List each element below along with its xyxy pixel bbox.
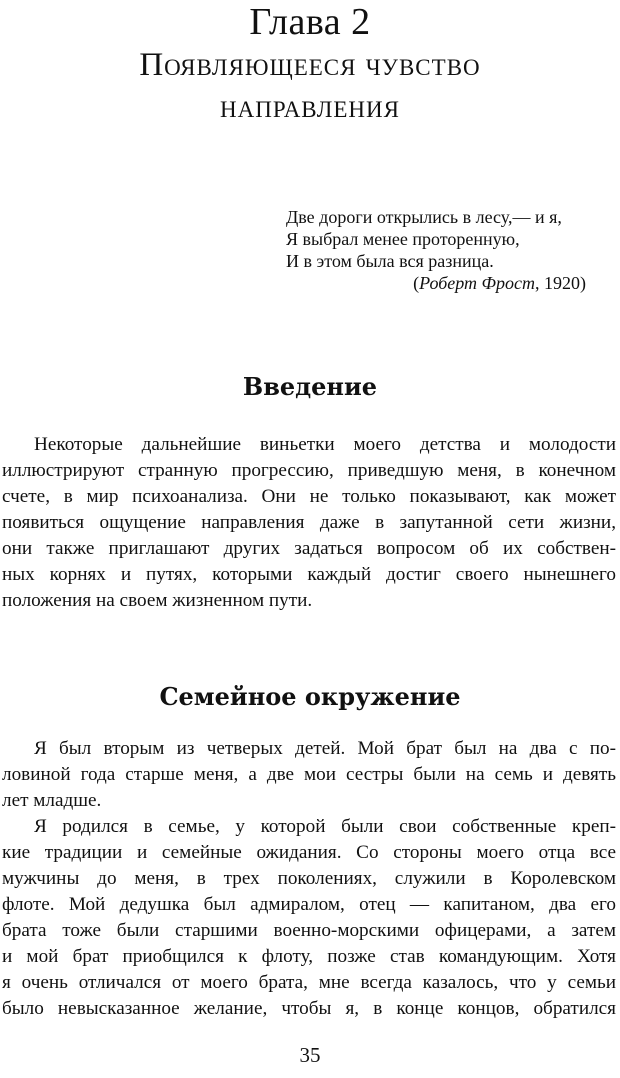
attribution-open: ( bbox=[413, 273, 420, 293]
chapter-number: Глава 2 bbox=[249, 1, 371, 43]
epigraph bbox=[286, 206, 586, 294]
chapter-title-line: Появляющееся чувство bbox=[139, 47, 481, 83]
epigraph-attribution bbox=[286, 272, 586, 294]
paragraph-line: брата тоже были старшими военно-морскими офицерами, а затем bbox=[2, 920, 616, 941]
attribution-author: Роберт Фрост bbox=[419, 273, 535, 293]
paragraph-line: кие традиции и семейные ожидания. Со стороны моего отца все bbox=[2, 842, 616, 863]
paragraph-line: Я был вторым из четверых детей. Мой брат был на два с по- bbox=[34, 738, 616, 759]
paragraph-line: Я родился в семье, у которой были свои собственные креп- bbox=[34, 816, 616, 837]
chapter-title bbox=[0, 44, 620, 128]
paragraph-line: Некоторые дальнейшие виньетки моего детства и молодости bbox=[34, 434, 616, 455]
section-heading-family: Семейное окружение bbox=[159, 682, 461, 711]
paragraph-line: ных корнях и путях, которыми каждый достиг своего нынешнего bbox=[2, 564, 616, 585]
paragraph-line: иллюстрируют странную прогрессию, приведшую меня, в конечном bbox=[2, 460, 616, 481]
page-number: 35 bbox=[299, 1043, 321, 1067]
epigraph-line: Я выбрал менее проторенную, bbox=[286, 229, 520, 249]
paragraph-line: положения на своем жизненном пути. bbox=[2, 590, 313, 611]
paragraph-line: счете, в мир психоанализа. Они не только показывают, как может bbox=[2, 486, 616, 507]
paragraph-line: и мой брат приобщился к флоту, позже став командующим. Хотя bbox=[2, 946, 616, 967]
intro-paragraph bbox=[2, 432, 616, 614]
paragraph-line: я очень отличался от моего брата, мне всегда казалось, что у семьи bbox=[2, 972, 616, 993]
paragraph-line: флоте. Мой дедушка был адмиралом, отец — капитаном, два его bbox=[2, 894, 616, 915]
paragraph-line: появиться ощущение направления даже в запутанной сети жизни, bbox=[2, 512, 616, 533]
paragraph-line: ловиной года старше меня, а две мои сестры были на семь и девять bbox=[2, 764, 616, 785]
family-paragraphs bbox=[2, 736, 616, 1022]
epigraph-line: И в этом была вся разница. bbox=[286, 251, 494, 271]
attribution-year: , 1920) bbox=[535, 273, 586, 293]
epigraph-line: Две дороги открылись в лесу,— и я, bbox=[286, 207, 562, 227]
paragraph-line: было невысказанное желание, чтобы я, в конце концов, обратился bbox=[2, 998, 616, 1019]
paragraph-line: лет младше. bbox=[2, 790, 102, 811]
chapter-title-line: направления bbox=[220, 89, 400, 125]
paragraph-line: они также приглашают других задаться вопросом об их собствен- bbox=[2, 538, 616, 559]
section-heading-intro: Введение bbox=[242, 372, 378, 401]
paragraph-line: мужчины до меня, в трех поколениях, служили в Королевском bbox=[2, 868, 616, 889]
